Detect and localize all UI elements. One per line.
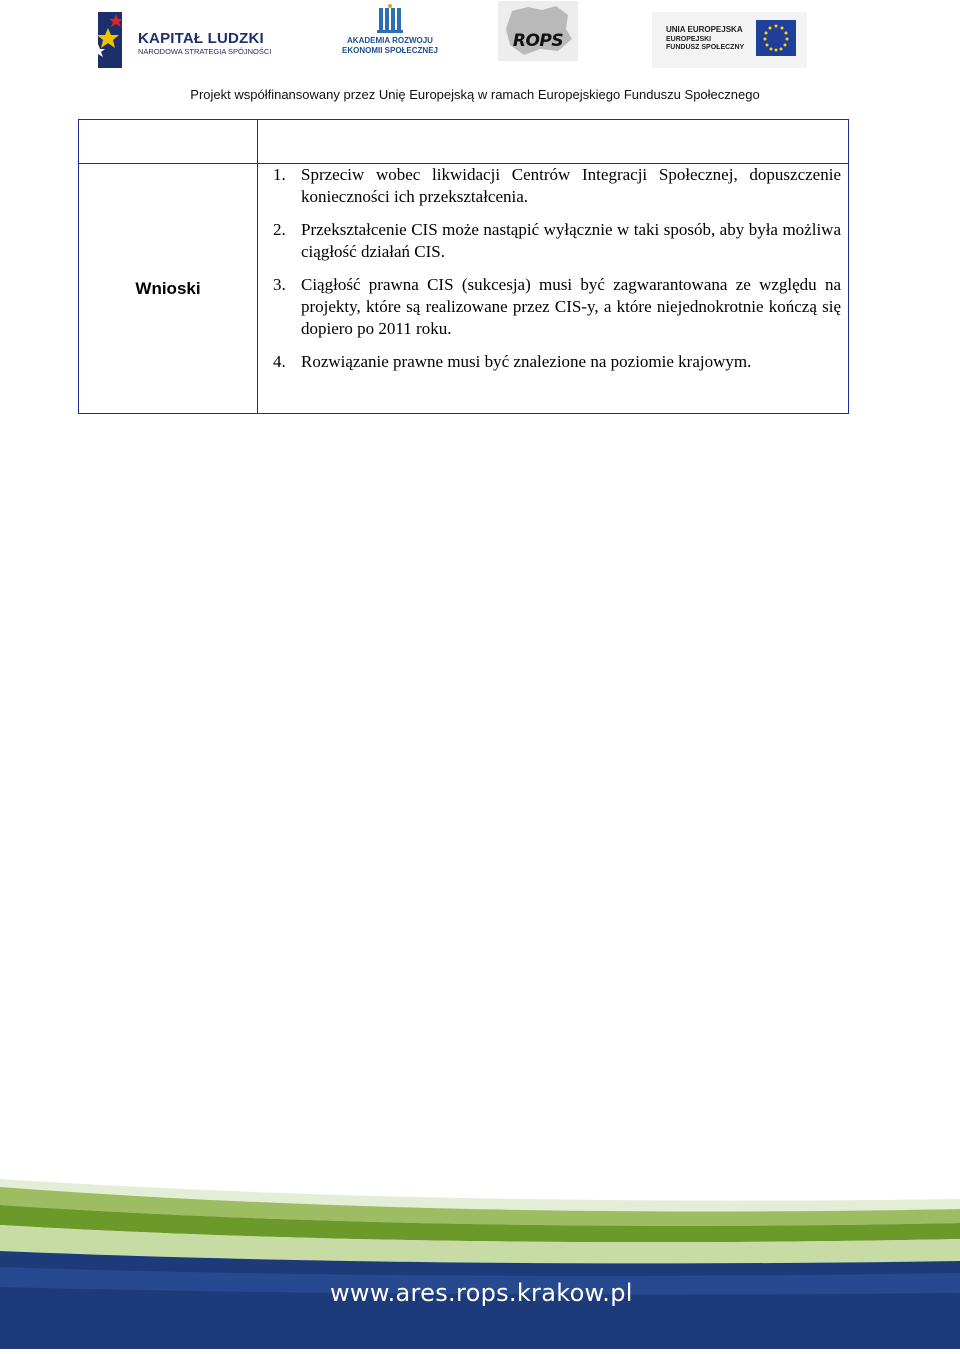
rops-logo (498, 1, 578, 61)
table-column-divider (257, 120, 258, 413)
list-item-number: 1. (273, 165, 286, 184)
table-empty-row (79, 120, 848, 164)
eu-flag-icon (756, 20, 796, 56)
logo-bar (0, 0, 960, 80)
kapital-ludzki-logo (92, 12, 272, 70)
eu-fund-logo (652, 12, 807, 68)
akademia-columns-icon (335, 4, 445, 34)
list-item (270, 219, 841, 263)
list-item-text: Przekształcenie CIS może nastąpić wyłącznie w taki sposób, aby była możliwa ciągłość działań CIS. (301, 220, 841, 261)
eu-line-1: UNIA EUROPEJSKA (666, 25, 743, 34)
footer-wave-graphic (0, 1165, 960, 1349)
kapital-ludzki-emblem-icon (92, 12, 138, 70)
list-item-text: Sprzeciw wobec likwidacji Centrów Integracji Społecznej, dopuszczenie konieczności ich przekształcenia. (301, 165, 841, 206)
list-item-number: 2. (273, 220, 286, 239)
list-item (270, 164, 841, 208)
rops-text: ROPS (512, 31, 564, 51)
akademia-line-1: AKADEMIA ROZWOJU (347, 36, 433, 45)
row-label-wnioski: Wnioski (135, 278, 201, 298)
akademia-logo (335, 4, 445, 56)
list-item-number: 3. (273, 275, 286, 294)
kapital-ludzki-title: KAPITAŁ LUDZKI (138, 30, 264, 47)
eu-line-2: EUROPEJSKI (666, 36, 712, 43)
list-item-text: Ciągłość prawna CIS (sukcesja) musi być zagwarantowana ze względu na projekty, które są realizowane przez CIS-y, a które niejednokrotnie kończą się dopiero po 2011 roku. (301, 275, 841, 338)
conclusions-list (270, 164, 841, 384)
footer-website-url[interactable]: www.ares.rops.krakow.pl (330, 1279, 633, 1307)
list-item-text: Rozwiązanie prawne musi być znalezione na poziomie krajowym. (301, 352, 752, 371)
conclusions-table (78, 119, 849, 414)
list-item-number: 4. (273, 352, 286, 371)
akademia-line-2: EKONOMII SPOŁECZNEJ (341, 46, 438, 55)
eu-line-3: FUNDUSZ SPOŁECZNY (666, 44, 745, 51)
cofinancing-note: Projekt współfinansowany przez Unię Europejską w ramach Europejskiego Funduszu Społecznego (190, 87, 760, 102)
kapital-ludzki-subtitle: NARODOWA STRATEGIA SPÓJNOŚCI (138, 47, 272, 56)
list-item (270, 351, 841, 373)
footer-banner (0, 1165, 960, 1349)
list-item (270, 274, 841, 340)
